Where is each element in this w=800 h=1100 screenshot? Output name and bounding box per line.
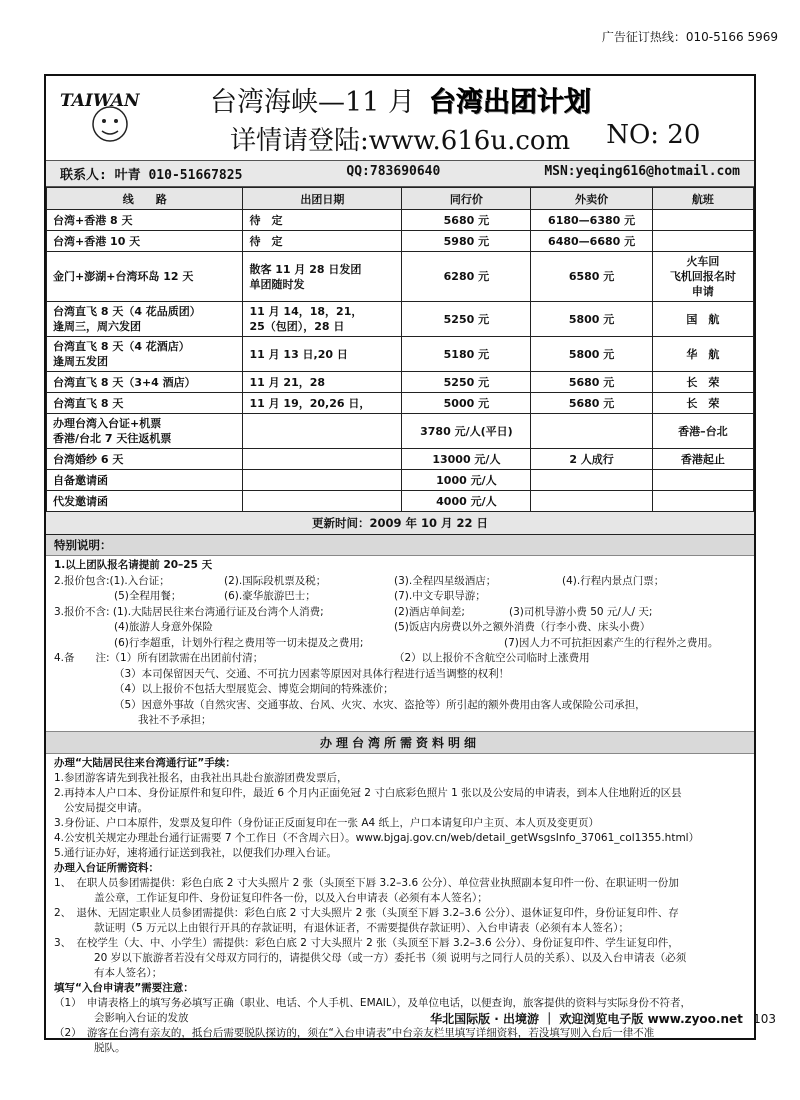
table-cell: 6280 元 <box>402 252 531 302</box>
table-cell: 待 定 <box>243 231 402 252</box>
title-month: 台湾海峡—11 月 <box>210 87 415 118</box>
apply-line: 有本人签名）； <box>94 966 163 979</box>
column-header: 同行价 <box>402 188 531 210</box>
table-cell: 11 月 13 日,20 日 <box>243 337 402 372</box>
note-line: 3.报价不含: (1).大陆居民往来台湾通行证及台湾个人消费; <box>54 605 324 618</box>
table-body <box>47 210 754 512</box>
table-cell: 2 人成行 <box>531 449 652 470</box>
apply-line: 3、 在校学生（大、中、小学生）需提供：彩色白底 2 寸大头照片 2 张（头顶至下唇 3.2–3.6 公分）、身份证复印件、学生证复印件， <box>54 936 679 949</box>
table-row <box>47 393 754 414</box>
table-cell: 5250 元 <box>402 372 531 393</box>
update-time: 更新时间：2009 年 10 月 22 日 <box>46 512 754 535</box>
table-cell: 11 月 21，28 <box>243 372 402 393</box>
table-cell <box>652 210 753 231</box>
table-cell <box>243 449 402 470</box>
table-row <box>47 231 754 252</box>
note-line: 1.以上团队报名请提前 20–25 天 <box>54 559 213 571</box>
table-cell: 1000 元/人 <box>402 470 531 491</box>
table-row <box>47 372 754 393</box>
special-notes-title: 特别说明： <box>46 535 754 556</box>
table-cell <box>652 231 753 252</box>
footer-text: 华北国际版 · 出境游 ｜ 欢迎浏览电子版 www.zyoo.net <box>430 1012 743 1026</box>
flyer-title <box>210 80 591 119</box>
table-cell: 火车回 飞机回报名时 申请 <box>652 252 753 302</box>
note-line: 2.报价包含:(1).入台证； <box>54 574 170 587</box>
table-row <box>47 449 754 470</box>
apply-line: （1） 申请表格上的填写务必填写正确（职业、电话、个人手机、EMAIL），及单位电话，以便查询，旅客提供的资料与实际身份不符者， <box>54 996 692 1009</box>
table-row <box>47 252 754 302</box>
url-line <box>230 120 700 157</box>
apply-line: 5.通行证办好，速将通行证送到我社，以便我们办理入台证。 <box>54 846 338 859</box>
apply-line: 2、 退休、无固定职业人员参团需提供：彩色白底 2 寸大头照片 2 张（头顶至下唇 3.2–3.6 公分）、退休证复印件，身份证复印件、存 <box>54 906 679 919</box>
column-header: 线 路 <box>47 188 243 210</box>
table-cell <box>531 491 652 512</box>
column-header: 出团日期 <box>243 188 402 210</box>
table-cell: 4000 元/人 <box>402 491 531 512</box>
note-line: (5)饭店内房费以外之额外消费（行李小费、床头小费） <box>394 621 651 633</box>
table-cell: 台湾+香港 8 天 <box>47 210 243 231</box>
note-line: (3)司机导游小费 50 元/人/ 天; <box>509 605 653 618</box>
table-cell: 5680 元 <box>402 210 531 231</box>
table-cell: 5800 元 <box>531 337 652 372</box>
note-line: (7)因人力不可抗拒因素产生的行程外之费用。 <box>504 636 719 649</box>
column-header: 外卖价 <box>531 188 652 210</box>
table-cell: 6180—6380 元 <box>531 210 652 231</box>
table-cell: 台湾+香港 10 天 <box>47 231 243 252</box>
note-line: (4).行程内景点门票； <box>562 574 665 587</box>
table-cell <box>243 470 402 491</box>
apply-line: （2） 游客在台湾有亲友的，抵台后需要脱队探访的，须在“入台申请表”中台亲友栏里填写详细资料，若没填写则入台后一律不准 <box>54 1026 655 1039</box>
table-cell <box>531 414 652 449</box>
table-cell: 自备邀请函 <box>47 470 243 491</box>
apply-line: 盖公章，工作证复印件、身份证复印件各一份，以及入台申请表（必须有本人签名）； <box>94 891 488 904</box>
issue-number: NO: 20 <box>606 120 701 150</box>
table-cell: 华 航 <box>652 337 753 372</box>
contact-msn: MSN:yeqing616@hotmail.com <box>544 164 740 179</box>
table-cell: 5980 元 <box>402 231 531 252</box>
note-line: (5)全程用餐； <box>114 590 182 602</box>
table-cell: 金门+澎湖+台湾环岛 12 天 <box>47 252 243 302</box>
table-cell: 台湾直飞 8 天 <box>47 393 243 414</box>
apply-line: 公安局提交申请。 <box>64 801 148 814</box>
note-line: （3）本司保留因天气、交通、不可抗力因素等原因对具体行程进行适当调整的权利！ <box>114 667 510 680</box>
website-link[interactable]: 详情请登陆:www.616u.com <box>230 126 571 156</box>
table-cell: 6580 元 <box>531 252 652 302</box>
table-cell <box>652 470 753 491</box>
ad-hotline: 广告征订热线：010-5166 5969 <box>601 30 778 44</box>
apply-line: 款证明（5 万元以上由银行开具的存款证明，有退休证者，不需要提供存款证明）、入台申请表（必须有本人签名）； <box>94 921 630 934</box>
table-row <box>47 414 754 449</box>
note-line: （5）因意外事故（自然灾害、交通事故、台风、火灾、水灾、盗抢等）所引起的额外费用由客人或保险公司承担， <box>114 698 646 711</box>
table-cell: 香港起止 <box>652 449 753 470</box>
table-row <box>47 337 754 372</box>
note-line: (3).全程四星级酒店； <box>394 574 497 587</box>
table-cell: 6480—6680 元 <box>531 231 652 252</box>
contact-qq: QQ:783690640 <box>346 164 441 179</box>
tour-plan-flyer <box>44 74 756 1054</box>
tour-table <box>46 187 754 512</box>
contact-person: 联系人: 叶青 010-51667825 <box>60 168 243 183</box>
apply-line: 20 岁以下旅游者若没有父母双方同行的，请提供父母（或一方）委托书（须 说明与之同行人员的关系）、以及入台申请表（必须 <box>94 951 687 964</box>
note-line: (4)旅游人身意外保险 <box>114 621 213 633</box>
apply-line: 2.再持本人户口本、身份证原件和复印件，最近 6 个月内正面免冠 2 寸白底彩色照片 1 张以及公安局的申请表，到本人住地附近的区县 <box>54 786 682 799</box>
table-cell: 11 月 14，18，21， 25（包团），28 日 <box>243 302 402 337</box>
table-cell: 5000 元 <box>402 393 531 414</box>
materials-banner: 办理台湾所需资料明细 <box>46 731 754 754</box>
table-cell: 台湾直飞 8 天（4 花酒店） 逢周五发团 <box>47 337 243 372</box>
section-heading: 办理“大陆居民往来台湾通行证”手续： <box>54 756 236 769</box>
note-line: 4.备 注:（1）所有团款需在出团前付清； <box>54 652 264 664</box>
table-cell: 台湾直飞 8 天（3+4 酒店） <box>47 372 243 393</box>
table-cell <box>243 491 402 512</box>
note-line: (2)酒店单间差; <box>394 605 465 618</box>
table-cell: 待 定 <box>243 210 402 231</box>
table-cell: 5250 元 <box>402 302 531 337</box>
apply-line: 1.参团游客请先到我社报名，由我社出具赴台旅游团费发票后， <box>54 771 348 784</box>
table-row <box>47 491 754 512</box>
table-row <box>47 210 754 231</box>
note-line: （4）以上报价不包括大型展览会、博览会期间的特殊涨价； <box>114 683 394 695</box>
apply-line: 会影响入台证的发放 <box>94 1011 189 1024</box>
taiwan-logo <box>58 82 140 152</box>
section-heading: 办理入台证所需资料： <box>54 861 159 874</box>
note-line: (7).中文专职导游； <box>394 590 486 602</box>
column-header: 航班 <box>652 188 753 210</box>
note-line: (6)行李超重，计划外行程之费用等一切未提及之费用; <box>114 636 364 649</box>
contact-bar <box>46 160 754 187</box>
table-cell: 香港–台北 <box>652 414 753 449</box>
table-cell <box>652 491 753 512</box>
title-plan: 台湾出团计划 <box>428 87 591 118</box>
table-cell: 13000 元/人 <box>402 449 531 470</box>
table-row <box>47 470 754 491</box>
logo-text: TAIWAN <box>60 91 140 111</box>
table-cell: 办理台湾入台证+机票 香港/台北 7 天往返机票 <box>47 414 243 449</box>
note-line: (2).国际段机票及税； <box>224 574 327 587</box>
table-header-row <box>47 188 754 210</box>
apply-line: 3.身份证、户口本原件，发票及复印件（身份证正反面复印在一张 A4 纸上，户口本请复印户主页、本人页及变更页） <box>54 816 600 829</box>
flyer-header <box>46 76 754 160</box>
table-cell: 代发邀请函 <box>47 491 243 512</box>
section-heading: 填写“入台申请表”需要注意： <box>54 981 194 994</box>
table-cell: 散客 11 月 28 日发团 单团随时发 <box>243 252 402 302</box>
table-cell: 5680 元 <box>531 393 652 414</box>
table-cell: 5800 元 <box>531 302 652 337</box>
table-cell: 台湾直飞 8 天（4 花品质团） 逢周三，周六发团 <box>47 302 243 337</box>
note-line: (6).豪华旅游巴士； <box>224 590 316 602</box>
table-cell: 11 月 19，20,26 日， <box>243 393 402 414</box>
table-cell <box>531 470 652 491</box>
table-cell: 长 荣 <box>652 393 753 414</box>
note-line: （2）以上报价不含航空公司临时上涨费用 <box>394 652 590 664</box>
table-cell: 国 航 <box>652 302 753 337</box>
page-number: 103 <box>753 1012 776 1026</box>
table-cell: 台湾婚纱 6 天 <box>47 449 243 470</box>
table-cell: 3780 元/人(平日) <box>402 414 531 449</box>
table-cell: 5680 元 <box>531 372 652 393</box>
apply-line: 1、 在职人员参团需提供：彩色白底 2 寸大头照片 2 张（头顶至下唇 3.2–3.6 公分）、单位营业执照副本复印件一份、在职证明一份加 <box>54 876 679 889</box>
page-footer <box>0 1010 776 1027</box>
note-line: 我社不予承担； <box>138 714 212 726</box>
apply-line: 4.公安机关规定办理赴台通行证需要 7 个工作日（不含周六日）。www.bjgaj.gov.cn/web/detail_getWsgsInfo_37061_col1355.html） <box>54 831 700 844</box>
special-notes <box>46 556 754 731</box>
table-cell: 长 荣 <box>652 372 753 393</box>
apply-line: 脱队。 <box>94 1041 126 1054</box>
table-cell <box>243 414 402 449</box>
table-cell: 5180 元 <box>402 337 531 372</box>
table-row <box>47 302 754 337</box>
